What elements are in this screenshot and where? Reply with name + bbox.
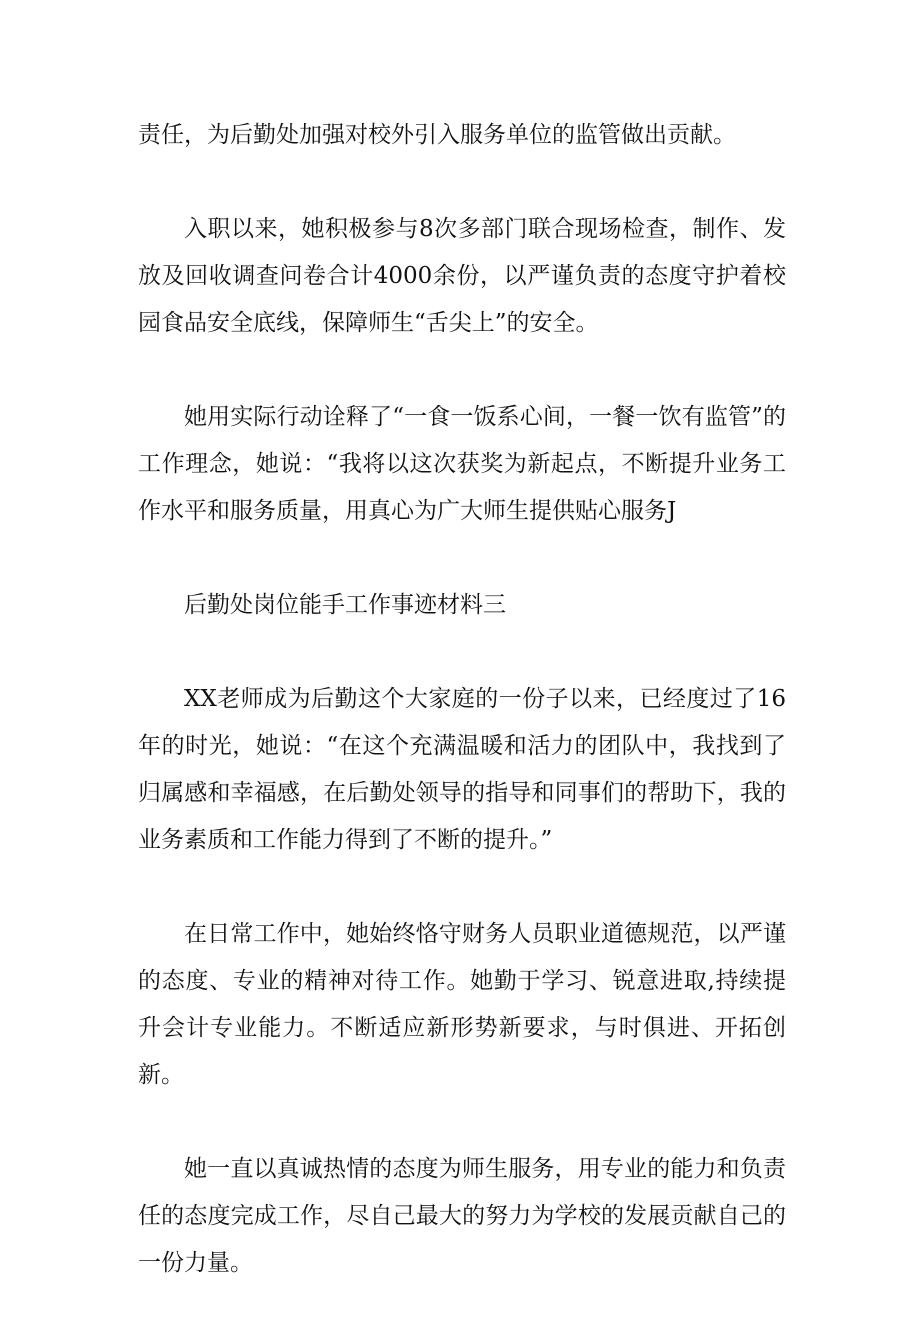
paragraph-service: 她一直以真诚热情的态度为师生服务，用专业的能力和负责任的态度完成工作，尽自己最大的努力为学校的发展贡献自己的一份力量。 bbox=[138, 1156, 786, 1276]
paragraph-team-membership: XX老师成为后勤这个大家庭的一份子以来，已经度过了16年的时光，她说：“在这个充满温暖和活力的团队中，我找到了归属感和幸福感，在后勤处领导的指导和同事们的帮助下，我的业务素质和工作能力得到了不断的提升。” bbox=[138, 686, 786, 853]
paragraph-inspections: 入职以来，她积极参与8次多部门联合现场检查，制作、发放及回收调查问卷合计4000余份，以严谨负责的态度守护着校园食品安全底线，保障师生“舌尖上”的安全。 bbox=[138, 216, 786, 336]
paragraph-work-philosophy: 她用实际行动诠释了“一食一饭系心间，一餐一饮有监管”的工作理念，她说：“我将以这次获奖为新起点，不断提升业务工作水平和服务质量，用真心为广大师生提供贴心服务J bbox=[138, 404, 786, 524]
paragraph-daily-work: 在日常工作中，她始终恪守财务人员职业道德规范，以严谨的态度、专业的精神对待工作。她勤于学习、锐意进取,持续提升会计专业能力。不断适应新形势新要求，与时俱进、开拓创新。 bbox=[138, 921, 786, 1088]
paragraph-continuation: 责任，为后勤处加强对校外引入服务单位的监管做出贡献。 bbox=[138, 122, 736, 148]
section-heading: 后勤处岗位能手工作事迹材料三 bbox=[184, 592, 506, 618]
document-body bbox=[138, 112, 786, 1334]
